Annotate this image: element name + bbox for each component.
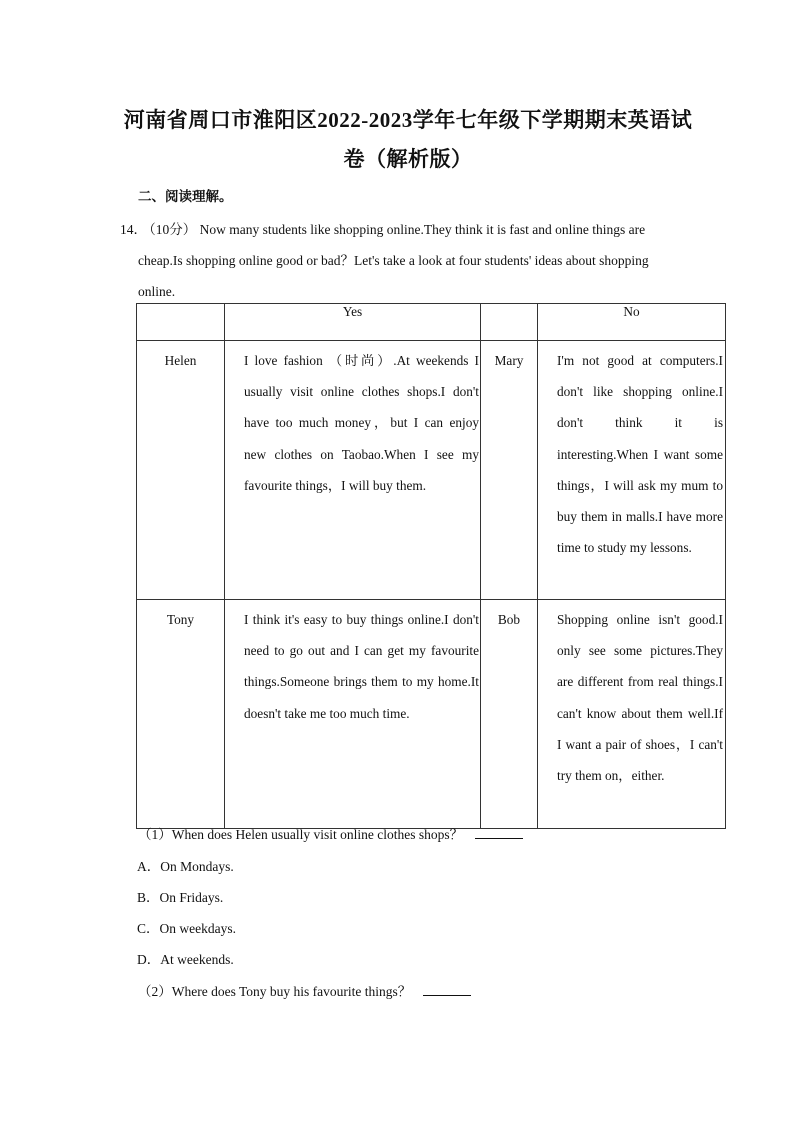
sub-question-1: [138, 823, 523, 843]
table-row: [137, 341, 726, 600]
student-name-yes: Helen: [137, 341, 225, 600]
student-opinion-yes: I love fashion （时尚）.At weekends I usually visit online clothes shops.I don't have too much money，but I can enjoy new clothes on Taobao.When I see my favourite things，I will buy them.: [225, 341, 481, 600]
header-empty-cell: [137, 304, 225, 341]
intro-line1: Now many students like shopping online.They think it is fast and online things are: [199, 222, 646, 237]
student-opinion-no: I'm not good at computers.I don't like shopping online.I don't think it is interesting.When I want some things，I will ask my mum to buy them in malls.I have more time to study my lessons.: [538, 341, 726, 600]
question-number: 14．: [120, 222, 147, 237]
question-points: （10分）: [149, 222, 197, 237]
option-b: B．On Fridays.: [137, 890, 224, 905]
intro-line2: cheap.Is shopping online good or bad？Let's take a look at four students' ideas about shopping: [138, 253, 649, 268]
intro-line3: online.: [138, 284, 176, 299]
sub-question-text: （1）When does Helen usually visit online clothes shops？: [138, 827, 464, 842]
student-opinion-yes: I think it's easy to buy things online.I don't need to go out and I can get my favourite things.Someone brings them to my home.It doesn't take me too much time.: [225, 600, 481, 829]
option-c: C．On weekdays.: [137, 921, 236, 936]
document-title-line2: 卷（解析版）: [343, 147, 473, 171]
student-opinion-no: Shopping online isn't good.I only see some pictures.They are different from real things.I can't know about them well.If I want a pair of shoes，I can't try them on，either.: [538, 600, 726, 829]
sub-question-text: （2）Where does Tony buy his favourite things？: [138, 984, 412, 999]
student-name-yes: Tony: [137, 600, 225, 829]
answer-blank[interactable]: [423, 985, 471, 996]
header-yes: Yes: [225, 304, 481, 341]
sub-question-2: [138, 980, 471, 1000]
table-row: [137, 600, 726, 829]
table-header-row: [137, 304, 726, 341]
option-a: A．On Mondays.: [137, 859, 234, 874]
header-no: No: [538, 304, 726, 341]
student-name-no: Mary: [481, 341, 538, 600]
document-title-line1: 河南省周口市淮阳区2022-2023学年七年级下学期期末英语试: [123, 108, 693, 132]
option-d: D．At weekends.: [137, 952, 234, 967]
answer-blank[interactable]: [475, 828, 523, 839]
student-name-no: Bob: [481, 600, 538, 829]
opinions-table: [136, 303, 726, 829]
section-heading: 二、阅读理解。: [138, 189, 233, 204]
header-empty-cell: [481, 304, 538, 341]
question-intro: [120, 214, 676, 307]
